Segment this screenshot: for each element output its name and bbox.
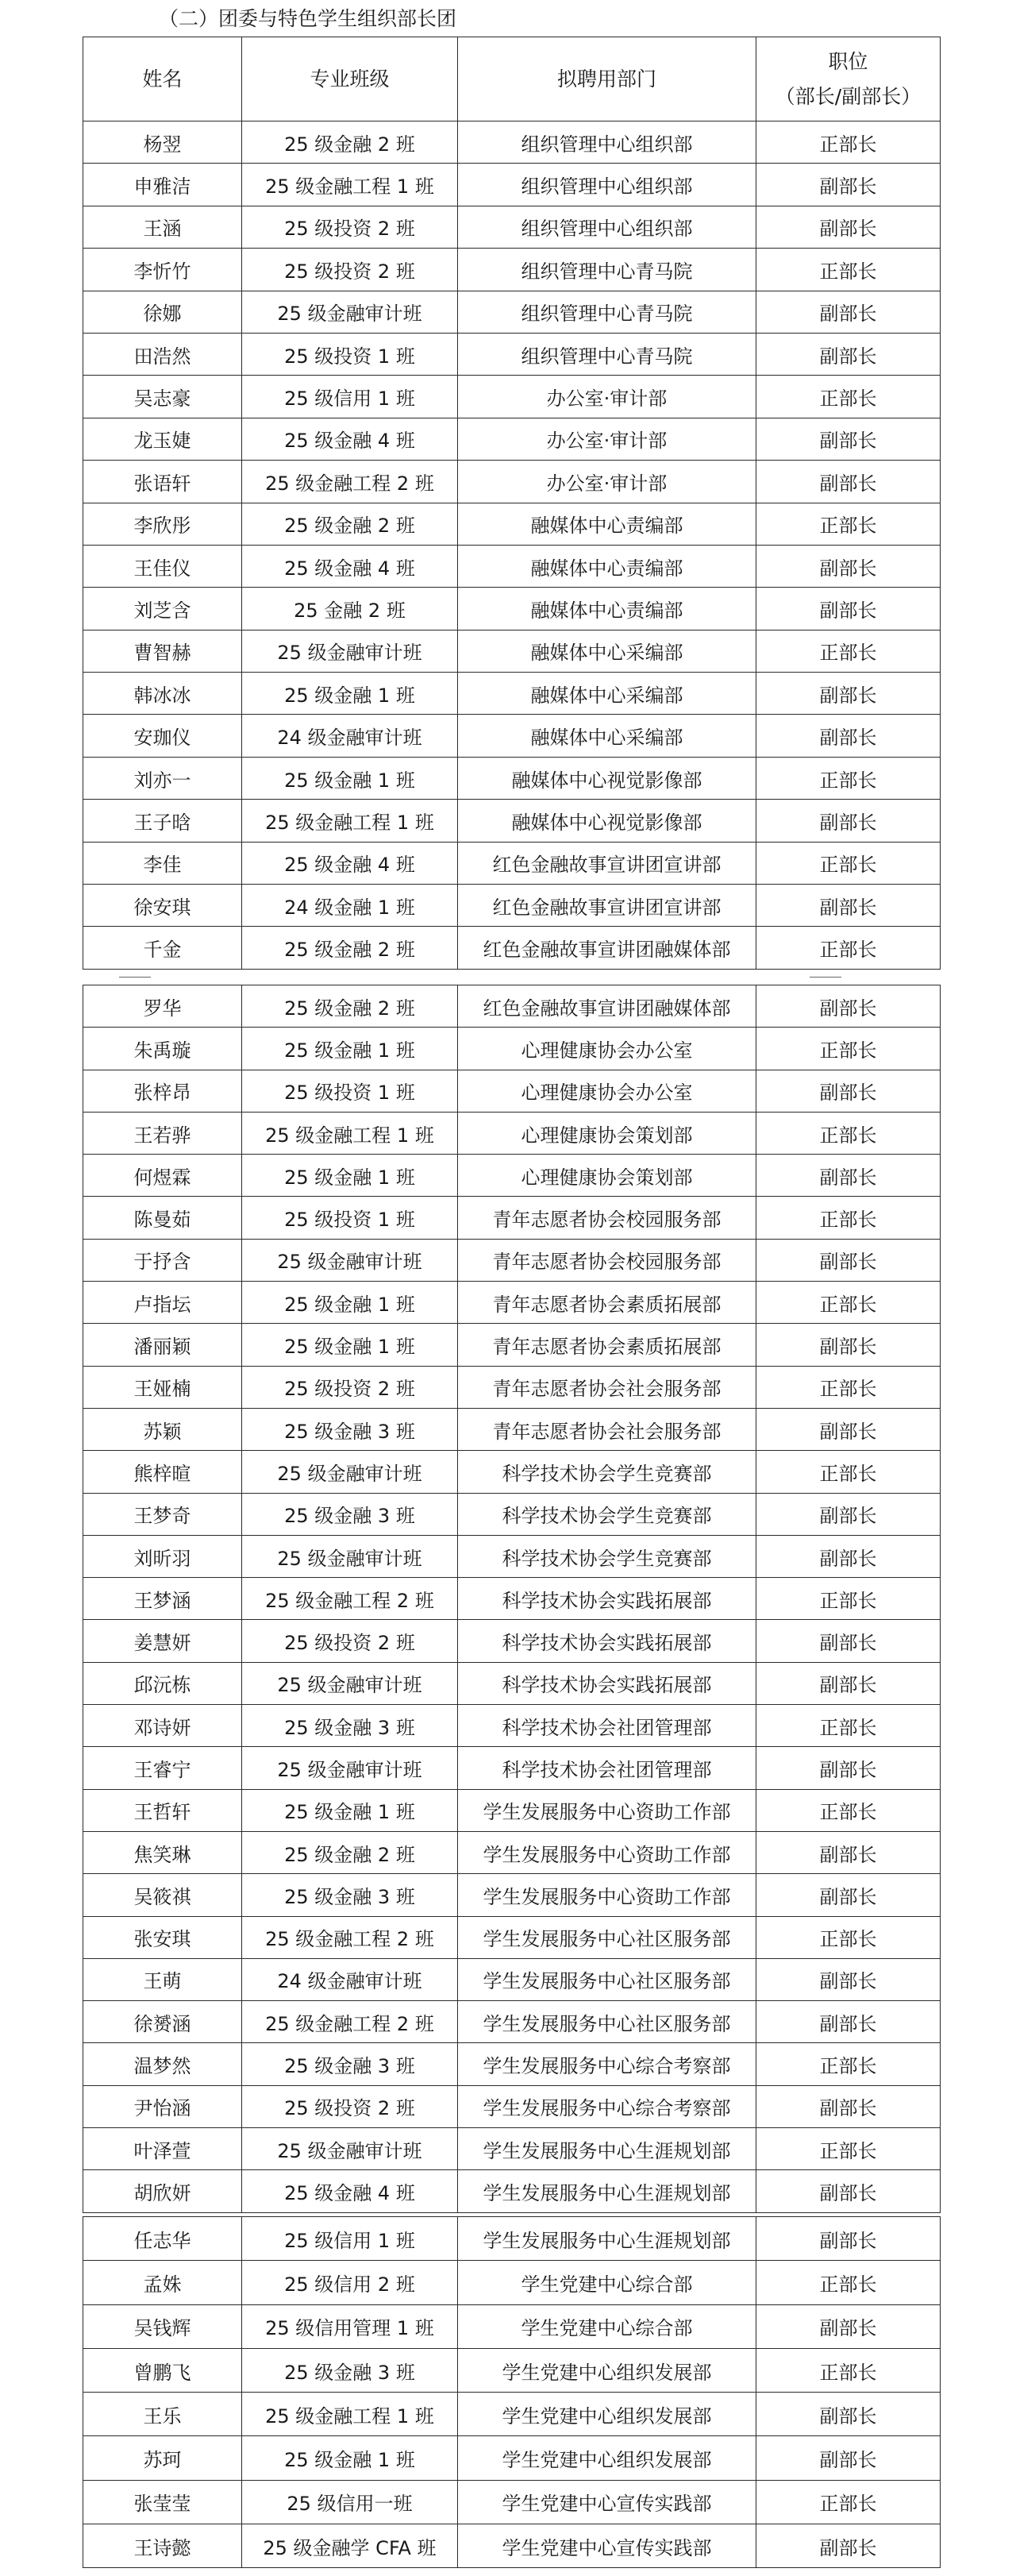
cell-class: 24 级金融 1 班 <box>242 885 458 927</box>
cell-name: 姜慧妍 <box>83 1620 242 1662</box>
cell-name: 尹怡涵 <box>83 2085 242 2127</box>
cell-class: 25 级金融 1 班 <box>242 1155 458 1197</box>
cell-position: 正部长 <box>756 1451 941 1493</box>
cell-position: 副部长 <box>756 2217 941 2261</box>
cell-class: 25 级金融 1 班 <box>242 1324 458 1366</box>
cell-dept: 红色金融故事宣讲团融媒体部 <box>458 985 756 1028</box>
cell-dept: 学生发展服务中心生涯规划部 <box>458 2170 756 2212</box>
cell-name: 龙玉婕 <box>83 418 242 460</box>
roster-table-part-3 <box>83 2216 941 2568</box>
cell-name: 何煜霖 <box>83 1155 242 1197</box>
cell-name: 徐娜 <box>83 291 242 333</box>
table-row <box>83 1028 941 1070</box>
cell-position: 正部长 <box>756 1112 941 1154</box>
column-header-class: 专业班级 <box>242 37 458 121</box>
table-row <box>83 1705 941 1747</box>
cell-position: 正部长 <box>756 1197 941 1239</box>
column-header-position-line2: （部长/副部长） <box>775 84 922 108</box>
cell-name: 王睿宁 <box>83 1747 242 1789</box>
cell-dept: 学生发展服务中心资助工作部 <box>458 1789 756 1831</box>
cell-class: 25 级金融审计班 <box>242 1535 458 1577</box>
cell-position: 副部长 <box>756 673 941 715</box>
cell-dept: 青年志愿者协会社会服务部 <box>458 1366 756 1408</box>
cell-class: 25 级金融 3 班 <box>242 2043 458 2085</box>
cell-dept: 组织管理中心组织部 <box>458 121 756 164</box>
cell-class: 24 级金融审计班 <box>242 715 458 757</box>
cell-name: 张梓昂 <box>83 1070 242 1112</box>
cell-name: 杨翌 <box>83 121 242 164</box>
cell-position: 正部长 <box>756 1366 941 1408</box>
cell-dept: 心理健康协会办公室 <box>458 1028 756 1070</box>
cell-dept: 心理健康协会办公室 <box>458 1070 756 1112</box>
table-row <box>83 1789 941 1831</box>
cell-name: 韩冰冰 <box>83 673 242 715</box>
cell-dept: 科学技术协会学生竞赛部 <box>458 1493 756 1535</box>
cell-name: 孟姝 <box>83 2261 242 2304</box>
cell-dept: 学生发展服务中心综合考察部 <box>458 2085 756 2127</box>
cell-class: 25 级信用一班 <box>242 2480 458 2524</box>
cell-dept: 办公室·审计部 <box>458 376 756 418</box>
cell-dept: 融媒体中心责编部 <box>458 503 756 545</box>
cell-dept: 融媒体中心视觉影像部 <box>458 757 756 799</box>
cell-class: 25 级投资 1 班 <box>242 333 458 375</box>
column-header-position-line1: 职位 <box>828 49 868 73</box>
cell-dept: 科学技术协会实践拓展部 <box>458 1662 756 1704</box>
cell-dept: 心理健康协会策划部 <box>458 1155 756 1197</box>
cell-dept: 学生发展服务中心资助工作部 <box>458 1831 756 1873</box>
table-row <box>83 2001 941 2043</box>
cell-position: 副部长 <box>756 1831 941 1873</box>
table-row <box>83 249 941 291</box>
cell-dept: 学生发展服务中心社区服务部 <box>458 1958 756 2000</box>
cell-class: 25 金融 2 班 <box>242 588 458 630</box>
cell-name: 王梦涵 <box>83 1578 242 1620</box>
cell-class: 25 级金融工程 1 班 <box>242 1112 458 1154</box>
table-row <box>83 1916 941 1958</box>
cell-name: 卢指坛 <box>83 1282 242 1324</box>
table-row <box>83 842 941 884</box>
table-row <box>83 1408 941 1450</box>
table-row <box>83 885 941 927</box>
cell-position: 副部长 <box>756 715 941 757</box>
cell-class: 25 级金融工程 2 班 <box>242 2001 458 2043</box>
cell-name: 罗华 <box>83 985 242 1028</box>
table-row <box>83 206 941 248</box>
cell-class: 25 级金融 1 班 <box>242 757 458 799</box>
cell-name: 曹智赫 <box>83 630 242 672</box>
cell-dept: 融媒体中心视觉影像部 <box>458 800 756 842</box>
cell-name: 刘亦一 <box>83 757 242 799</box>
table-row <box>83 2480 941 2524</box>
table-row <box>83 800 941 842</box>
cell-position: 正部长 <box>756 1789 941 1831</box>
cell-class: 25 级信用 1 班 <box>242 376 458 418</box>
cell-name: 千金 <box>83 927 242 969</box>
roster-table-part-2 <box>83 985 941 2213</box>
cell-position: 副部长 <box>756 588 941 630</box>
table-row <box>83 2393 941 2436</box>
cell-dept: 融媒体中心采编部 <box>458 715 756 757</box>
cell-class: 25 级金融 2 班 <box>242 503 458 545</box>
cell-name: 苏珂 <box>83 2436 242 2480</box>
cell-dept: 科学技术协会学生竞赛部 <box>458 1535 756 1577</box>
cell-position: 副部长 <box>756 2524 941 2568</box>
page-break-mark-left <box>119 977 151 978</box>
table-row <box>83 291 941 333</box>
cell-name: 朱禹璇 <box>83 1028 242 1070</box>
cell-class: 25 级投资 1 班 <box>242 1070 458 1112</box>
cell-class: 25 级金融工程 1 班 <box>242 164 458 206</box>
table-row <box>83 1324 941 1366</box>
roster-table-part-1 <box>83 37 941 970</box>
cell-dept: 学生党建中心组织发展部 <box>458 2436 756 2480</box>
table-row <box>83 2304 941 2348</box>
cell-position: 副部长 <box>756 985 941 1028</box>
cell-name: 吴志豪 <box>83 376 242 418</box>
cell-position: 副部长 <box>756 461 941 503</box>
cell-name: 刘昕羽 <box>83 1535 242 1577</box>
table-row <box>83 1451 941 1493</box>
table-row <box>83 1155 941 1197</box>
cell-class: 25 级投资 2 班 <box>242 249 458 291</box>
cell-class: 25 级金融 3 班 <box>242 2348 458 2392</box>
cell-dept: 学生党建中心宣传实践部 <box>458 2480 756 2524</box>
cell-position: 正部长 <box>756 1916 941 1958</box>
cell-class: 25 级金融审计班 <box>242 1451 458 1493</box>
cell-name: 王若骅 <box>83 1112 242 1154</box>
table-row <box>83 333 941 375</box>
table-row <box>83 1578 941 1620</box>
cell-dept: 学生发展服务中心综合考察部 <box>458 2043 756 2085</box>
cell-position: 副部长 <box>756 1239 941 1281</box>
cell-name: 徐安琪 <box>83 885 242 927</box>
cell-position: 副部长 <box>756 2393 941 2436</box>
cell-dept: 学生党建中心综合部 <box>458 2304 756 2348</box>
cell-name: 王哲轩 <box>83 1789 242 1831</box>
table-row <box>83 715 941 757</box>
cell-class: 25 级金融 2 班 <box>242 985 458 1028</box>
cell-name: 王娅楠 <box>83 1366 242 1408</box>
cell-name: 王涵 <box>83 206 242 248</box>
table-row <box>83 1874 941 1916</box>
cell-position: 副部长 <box>756 291 941 333</box>
table-header-row <box>83 37 941 121</box>
table-row <box>83 630 941 672</box>
cell-name: 陈曼茹 <box>83 1197 242 1239</box>
table-row <box>83 757 941 799</box>
cell-class: 24 级金融审计班 <box>242 1958 458 2000</box>
cell-class: 25 级金融审计班 <box>242 1239 458 1281</box>
page-break-mark-right <box>810 977 841 978</box>
table-row <box>83 1493 941 1535</box>
cell-position: 副部长 <box>756 1155 941 1197</box>
cell-dept: 组织管理中心青马院 <box>458 249 756 291</box>
table-row <box>83 1958 941 2000</box>
cell-position: 正部长 <box>756 2128 941 2170</box>
cell-name: 李佳 <box>83 842 242 884</box>
cell-dept: 科学技术协会实践拓展部 <box>458 1620 756 1662</box>
cell-class: 25 级金融工程 2 班 <box>242 461 458 503</box>
cell-name: 刘芝含 <box>83 588 242 630</box>
cell-dept: 学生发展服务中心社区服务部 <box>458 1916 756 1958</box>
cell-position: 副部长 <box>756 800 941 842</box>
cell-name: 熊梓暄 <box>83 1451 242 1493</box>
cell-name: 王诗懿 <box>83 2524 242 2568</box>
cell-class: 25 级金融 2 班 <box>242 121 458 164</box>
table-row <box>83 1747 941 1789</box>
cell-class: 25 级金融 1 班 <box>242 2436 458 2480</box>
cell-dept: 融媒体中心责编部 <box>458 588 756 630</box>
cell-position: 副部长 <box>756 1324 941 1366</box>
cell-name: 王萌 <box>83 1958 242 2000</box>
table-row <box>83 2043 941 2085</box>
cell-dept: 学生党建中心综合部 <box>458 2261 756 2304</box>
cell-position: 副部长 <box>756 2436 941 2480</box>
cell-class: 25 级金融 4 班 <box>242 418 458 460</box>
cell-class: 25 级金融工程 1 班 <box>242 800 458 842</box>
cell-dept: 融媒体中心责编部 <box>458 545 756 587</box>
cell-name: 王梦奇 <box>83 1493 242 1535</box>
cell-position: 副部长 <box>756 418 941 460</box>
cell-class: 25 级金融工程 2 班 <box>242 1578 458 1620</box>
table-row <box>83 2217 941 2261</box>
cell-position: 正部长 <box>756 1705 941 1747</box>
cell-class: 25 级投资 2 班 <box>242 1366 458 1408</box>
cell-dept: 科学技术协会学生竞赛部 <box>458 1451 756 1493</box>
cell-name: 吴钱辉 <box>83 2304 242 2348</box>
table-row <box>83 673 941 715</box>
cell-dept: 科学技术协会社团管理部 <box>458 1747 756 1789</box>
cell-dept: 青年志愿者协会社会服务部 <box>458 1408 756 1450</box>
cell-dept: 科学技术协会实践拓展部 <box>458 1578 756 1620</box>
cell-class: 25 级金融 3 班 <box>242 1493 458 1535</box>
cell-name: 王乐 <box>83 2393 242 2436</box>
table-row <box>83 2170 941 2212</box>
cell-position: 副部长 <box>756 206 941 248</box>
table-row <box>83 418 941 460</box>
cell-position: 副部长 <box>756 1747 941 1789</box>
cell-dept: 组织管理中心组织部 <box>458 164 756 206</box>
cell-position: 副部长 <box>756 1535 941 1577</box>
cell-position: 正部长 <box>756 249 941 291</box>
cell-position: 副部长 <box>756 2304 941 2348</box>
cell-name: 邱沅栋 <box>83 1662 242 1704</box>
cell-class: 25 级金融审计班 <box>242 1662 458 1704</box>
cell-dept: 红色金融故事宣讲团宣讲部 <box>458 842 756 884</box>
table-row <box>83 503 941 545</box>
cell-name: 于抒含 <box>83 1239 242 1281</box>
table-row <box>83 985 941 1028</box>
table-row <box>83 121 941 164</box>
cell-class: 25 级投资 2 班 <box>242 1620 458 1662</box>
cell-position: 正部长 <box>756 1282 941 1324</box>
cell-position: 副部长 <box>756 1493 941 1535</box>
table-row <box>83 1620 941 1662</box>
cell-position: 副部长 <box>756 1408 941 1450</box>
cell-name: 王子晗 <box>83 800 242 842</box>
cell-dept: 红色金融故事宣讲团融媒体部 <box>458 927 756 969</box>
table-row <box>83 2436 941 2480</box>
cell-class: 25 级金融 1 班 <box>242 1282 458 1324</box>
cell-name: 焦笑琳 <box>83 1831 242 1873</box>
cell-class: 25 级金融工程 2 班 <box>242 1916 458 1958</box>
cell-class: 25 级金融工程 1 班 <box>242 2393 458 2436</box>
table-row <box>83 1070 941 1112</box>
table-row <box>83 1662 941 1704</box>
cell-name: 温梦然 <box>83 2043 242 2085</box>
cell-position: 副部长 <box>756 1070 941 1112</box>
cell-class: 25 级投资 2 班 <box>242 2085 458 2127</box>
cell-position: 正部长 <box>756 630 941 672</box>
cell-class: 25 级金融 2 班 <box>242 1831 458 1873</box>
table-row <box>83 2348 941 2392</box>
cell-name: 田浩然 <box>83 333 242 375</box>
cell-dept: 心理健康协会策划部 <box>458 1112 756 1154</box>
cell-dept: 青年志愿者协会校园服务部 <box>458 1239 756 1281</box>
cell-class: 25 级金融审计班 <box>242 630 458 672</box>
cell-name: 王佳仪 <box>83 545 242 587</box>
cell-position: 副部长 <box>756 1662 941 1704</box>
cell-class: 25 级金融审计班 <box>242 2128 458 2170</box>
cell-position: 副部长 <box>756 2085 941 2127</box>
table-row <box>83 164 941 206</box>
cell-position: 正部长 <box>756 842 941 884</box>
cell-position: 正部长 <box>756 2480 941 2524</box>
cell-name: 曾鹏飞 <box>83 2348 242 2392</box>
cell-dept: 学生发展服务中心社区服务部 <box>458 2001 756 2043</box>
cell-position: 正部长 <box>756 2261 941 2304</box>
cell-position: 正部长 <box>756 121 941 164</box>
table-row <box>83 2261 941 2304</box>
cell-name: 李忻竹 <box>83 249 242 291</box>
cell-class: 25 级信用 2 班 <box>242 2261 458 2304</box>
cell-name: 苏颖 <box>83 1408 242 1450</box>
table-row <box>83 1239 941 1281</box>
cell-position: 副部长 <box>756 1958 941 2000</box>
column-header-position <box>756 37 941 121</box>
cell-dept: 青年志愿者协会素质拓展部 <box>458 1282 756 1324</box>
cell-dept: 学生党建中心宣传实践部 <box>458 2524 756 2568</box>
cell-dept: 红色金融故事宣讲团宣讲部 <box>458 885 756 927</box>
cell-position: 正部长 <box>756 503 941 545</box>
cell-position: 副部长 <box>756 164 941 206</box>
column-header-name: 姓名 <box>83 37 242 121</box>
table-row <box>83 927 941 969</box>
cell-dept: 组织管理中心青马院 <box>458 291 756 333</box>
cell-class: 25 级金融审计班 <box>242 291 458 333</box>
cell-position: 正部长 <box>756 2043 941 2085</box>
cell-dept: 学生发展服务中心生涯规划部 <box>458 2128 756 2170</box>
cell-position: 副部长 <box>756 1620 941 1662</box>
table-row <box>83 1366 941 1408</box>
cell-name: 邓诗妍 <box>83 1705 242 1747</box>
table-row <box>83 1535 941 1577</box>
cell-name: 任志华 <box>83 2217 242 2261</box>
cell-dept: 学生党建中心组织发展部 <box>458 2348 756 2392</box>
cell-name: 潘丽颖 <box>83 1324 242 1366</box>
table-row <box>83 376 941 418</box>
cell-dept: 组织管理中心青马院 <box>458 333 756 375</box>
cell-class: 25 级金融 1 班 <box>242 1028 458 1070</box>
cell-dept: 融媒体中心采编部 <box>458 630 756 672</box>
cell-name: 申雅洁 <box>83 164 242 206</box>
table-row <box>83 461 941 503</box>
cell-dept: 办公室·审计部 <box>458 461 756 503</box>
cell-name: 吴筱祺 <box>83 1874 242 1916</box>
table-row <box>83 2128 941 2170</box>
cell-position: 正部长 <box>756 2348 941 2392</box>
table-row <box>83 545 941 587</box>
table-row <box>83 2085 941 2127</box>
cell-dept: 青年志愿者协会校园服务部 <box>458 1197 756 1239</box>
cell-name: 安珈仪 <box>83 715 242 757</box>
table-row <box>83 2524 941 2568</box>
cell-class: 25 级金融 3 班 <box>242 1408 458 1450</box>
cell-name: 张语轩 <box>83 461 242 503</box>
cell-position: 副部长 <box>756 333 941 375</box>
cell-position: 副部长 <box>756 2001 941 2043</box>
cell-class: 25 级金融 1 班 <box>242 673 458 715</box>
cell-dept: 科学技术协会社团管理部 <box>458 1705 756 1747</box>
cell-dept: 办公室·审计部 <box>458 418 756 460</box>
section-heading: （二）团委与特色学生组织部长团 <box>159 7 457 30</box>
cell-position: 副部长 <box>756 2170 941 2212</box>
cell-dept: 学生发展服务中心资助工作部 <box>458 1874 756 1916</box>
cell-class: 25 级信用 1 班 <box>242 2217 458 2261</box>
cell-class: 25 级金融 3 班 <box>242 1705 458 1747</box>
cell-dept: 青年志愿者协会素质拓展部 <box>458 1324 756 1366</box>
cell-name: 叶泽萱 <box>83 2128 242 2170</box>
cell-position: 副部长 <box>756 885 941 927</box>
cell-class: 25 级金融 4 班 <box>242 2170 458 2212</box>
cell-name: 张安琪 <box>83 1916 242 1958</box>
cell-class: 25 级金融 3 班 <box>242 1874 458 1916</box>
cell-dept: 学生党建中心组织发展部 <box>458 2393 756 2436</box>
table-row <box>83 1197 941 1239</box>
cell-class: 25 级金融 4 班 <box>242 545 458 587</box>
cell-position: 正部长 <box>756 1578 941 1620</box>
table-row <box>83 588 941 630</box>
cell-position: 正部长 <box>756 757 941 799</box>
cell-dept: 学生发展服务中心生涯规划部 <box>458 2217 756 2261</box>
cell-position: 正部长 <box>756 927 941 969</box>
cell-name: 李欣彤 <box>83 503 242 545</box>
cell-position: 正部长 <box>756 1028 941 1070</box>
cell-position: 副部长 <box>756 545 941 587</box>
cell-class: 25 级投资 1 班 <box>242 1197 458 1239</box>
cell-dept: 融媒体中心采编部 <box>458 673 756 715</box>
cell-dept: 组织管理中心组织部 <box>458 206 756 248</box>
cell-class: 25 级信用管理 1 班 <box>242 2304 458 2348</box>
cell-class: 25 级金融 1 班 <box>242 1789 458 1831</box>
cell-class: 25 级金融 4 班 <box>242 842 458 884</box>
table-row <box>83 1831 941 1873</box>
cell-name: 张莹莹 <box>83 2480 242 2524</box>
cell-class: 25 级投资 2 班 <box>242 206 458 248</box>
column-header-dept: 拟聘用部门 <box>458 37 756 121</box>
cell-name: 徐赟涵 <box>83 2001 242 2043</box>
table-row <box>83 1112 941 1154</box>
table-row <box>83 1282 941 1324</box>
cell-position: 副部长 <box>756 1874 941 1916</box>
cell-position: 正部长 <box>756 376 941 418</box>
cell-name: 胡欣妍 <box>83 2170 242 2212</box>
cell-class: 25 级金融审计班 <box>242 1747 458 1789</box>
cell-class: 25 级金融学 CFA 班 <box>242 2524 458 2568</box>
cell-class: 25 级金融 2 班 <box>242 927 458 969</box>
